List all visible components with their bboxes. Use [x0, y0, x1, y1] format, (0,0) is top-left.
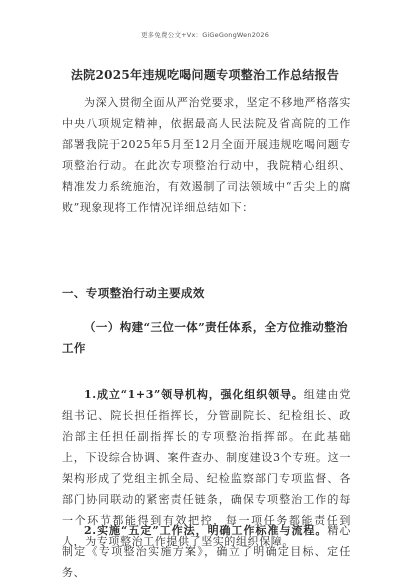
paragraph-2: [62, 520, 351, 583]
paragraph-1-body: 组建由党组书记、院长担任指挥长，分管副院长、纪检组长、政治部主任担任副指挥长的专项整治指挥部。在此基础上，下设综合协调、案件查办、制度建设3个专班。这一架构形成了党组主抓全局、纪检监察部门专项监督、各部门协同联动的紧密责任链条，确保专项整治工作的每一个环节都能得到有效把控，每一项任务都能责任到人，为专项整治工作提供了坚实的组织保障。: [62, 388, 351, 548]
document-title: 法院2025年违规吃喝问题专项整治工作总结报告: [70, 68, 340, 82]
paragraph-1-lead: 1.成立“1+3”领导机构，强化组织领导。: [84, 388, 304, 401]
section-heading: 一、专项整治行动主要成效: [62, 286, 205, 300]
header-note: 更多免费公文+Vx：GiGeGongWen2026: [140, 31, 270, 39]
paragraph-2-lead: 2.实施“五定”工作法，明确工作标准与流程。: [84, 524, 328, 537]
subsection-heading: （一）构建“三位一体”责任体系，全方位推动整治工作: [62, 320, 348, 355]
intro-paragraph: 为深入贯彻全面从严治党要求，坚定不移地严格落实中央八项规定精神，依据最高人民法院及省高院的工作部署我院于2025年5月至12月全面开展违规吃喝问题专项整治行动。在此次专项整治行动中，我院精心组织、精准发力系统施治，有效遏制了司法领域中“舌尖上的腐败”现象现将工作情况详细总结如下：: [62, 96, 351, 214]
paragraph-2-body: 精心制定《专项整治实施方案》，确立了明确定目标、定任务、: [62, 524, 351, 579]
